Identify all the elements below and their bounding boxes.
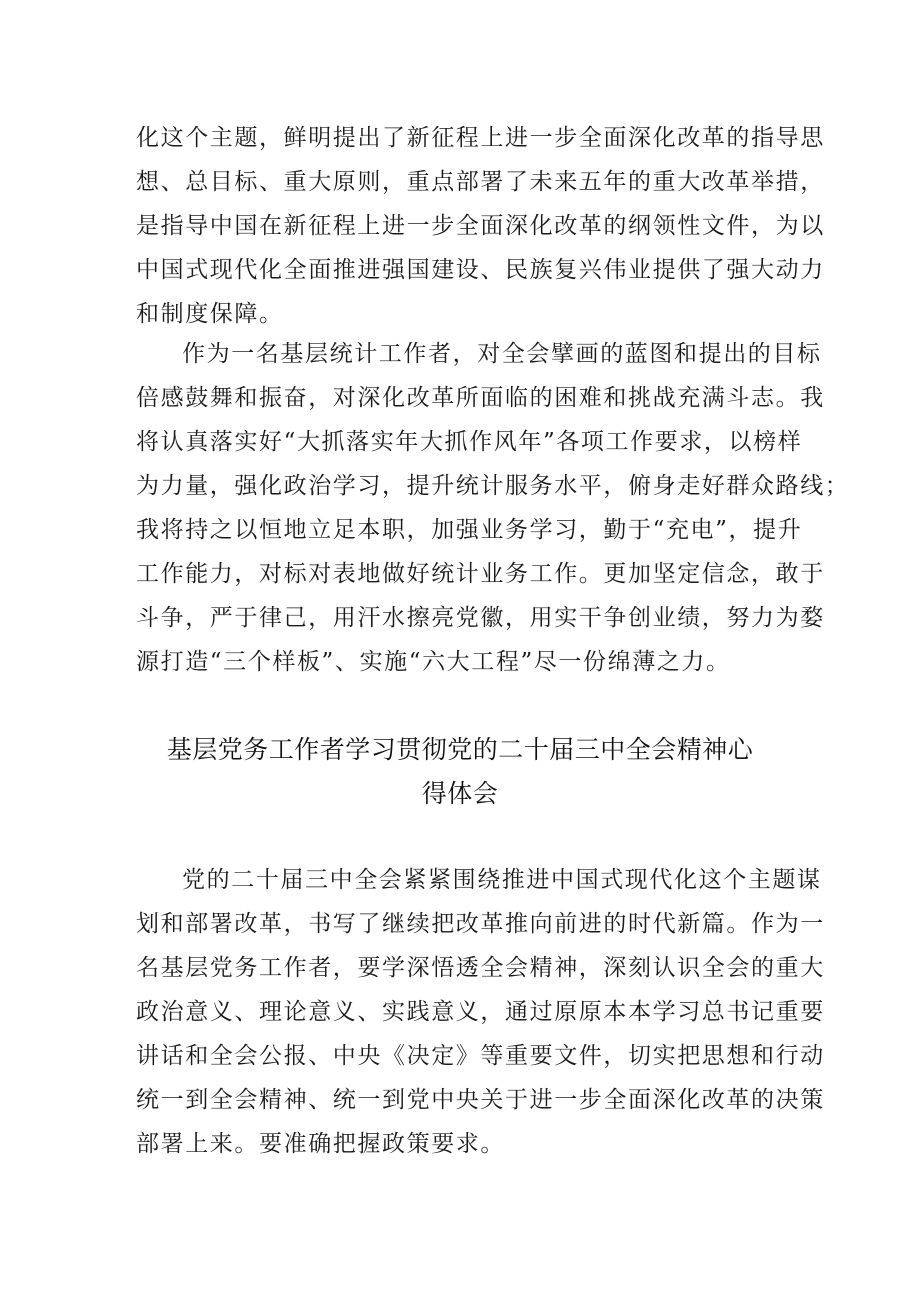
text-line: 部署上来。要准确把握政策要求。	[136, 1131, 505, 1157]
article-title	[120, 728, 800, 816]
text-line: 是指导中国在新征程上进一步全面深化改革的纲领性文件，为以	[136, 213, 825, 239]
text-line: 想、总目标、重大原则，重点部署了未来五年的重大改革举措，	[136, 169, 825, 195]
text-line: 倍感鼓舞和振奋，对深化改革所面临的困难和挑战充满斗志。我	[136, 385, 825, 411]
text-line: 化这个主题，鲜明提出了新征程上进一步全面深化改革的指导思	[136, 125, 825, 151]
text-line: 源打造“三个样板”、实施“六大工程”尽一份绵薄之力。	[136, 649, 731, 675]
text-line: 将认真落实好“大抓落实年大抓作风年”各项工作要求，以榜样	[136, 429, 803, 455]
title-line: 基层党务工作者学习贯彻党的二十届三中全会精神心	[166, 735, 754, 764]
paragraph-continued	[136, 116, 825, 336]
text-line: 斗争，严于律己，用汗水擦亮党徽，用实干争创业绩，努力为婺	[136, 605, 825, 631]
text-line: 我将持之以恒地立足本职，加强业务学习，勤于“充电”，提升	[136, 517, 803, 543]
text-line: 党的二十届三中全会紧紧围绕推进中国式现代化这个主题谋	[182, 867, 822, 893]
text-line: 统一到全会精神、统一到党中央关于进一步全面深化改革的决策	[136, 1087, 825, 1113]
text-line: 讲话和全会公报、中央《决定》等重要文件，切实把思想和行动	[136, 1043, 825, 1069]
text-line: 工作能力，对标对表地做好统计业务工作。更加坚定信念，敢于	[136, 561, 825, 587]
text-line: 中国式现代化全面推进强国建设、民族复兴伟业提供了强大动力	[136, 257, 825, 283]
paragraph-statistics-worker	[136, 332, 850, 684]
text-line: 为力量，强化政治学习，提升统计服务水平，俯身走好群众路线；	[136, 473, 850, 499]
text-line: 划和部署改革，书写了继续把改革推向前进的时代新篇。作为一	[136, 911, 825, 937]
title-line: 得体会	[421, 779, 499, 808]
text-line: 名基层党务工作者，要学深悟透全会精神，深刻认识全会的重大	[136, 955, 825, 981]
text-line: 和制度保障。	[136, 301, 284, 327]
text-line: 作为一名基层统计工作者，对全会擘画的蓝图和提出的目标	[182, 341, 822, 367]
text-line: 政治意义、理论意义、实践意义，通过原原本本学习总书记重要	[136, 999, 825, 1025]
paragraph-party-worker	[136, 858, 825, 1166]
